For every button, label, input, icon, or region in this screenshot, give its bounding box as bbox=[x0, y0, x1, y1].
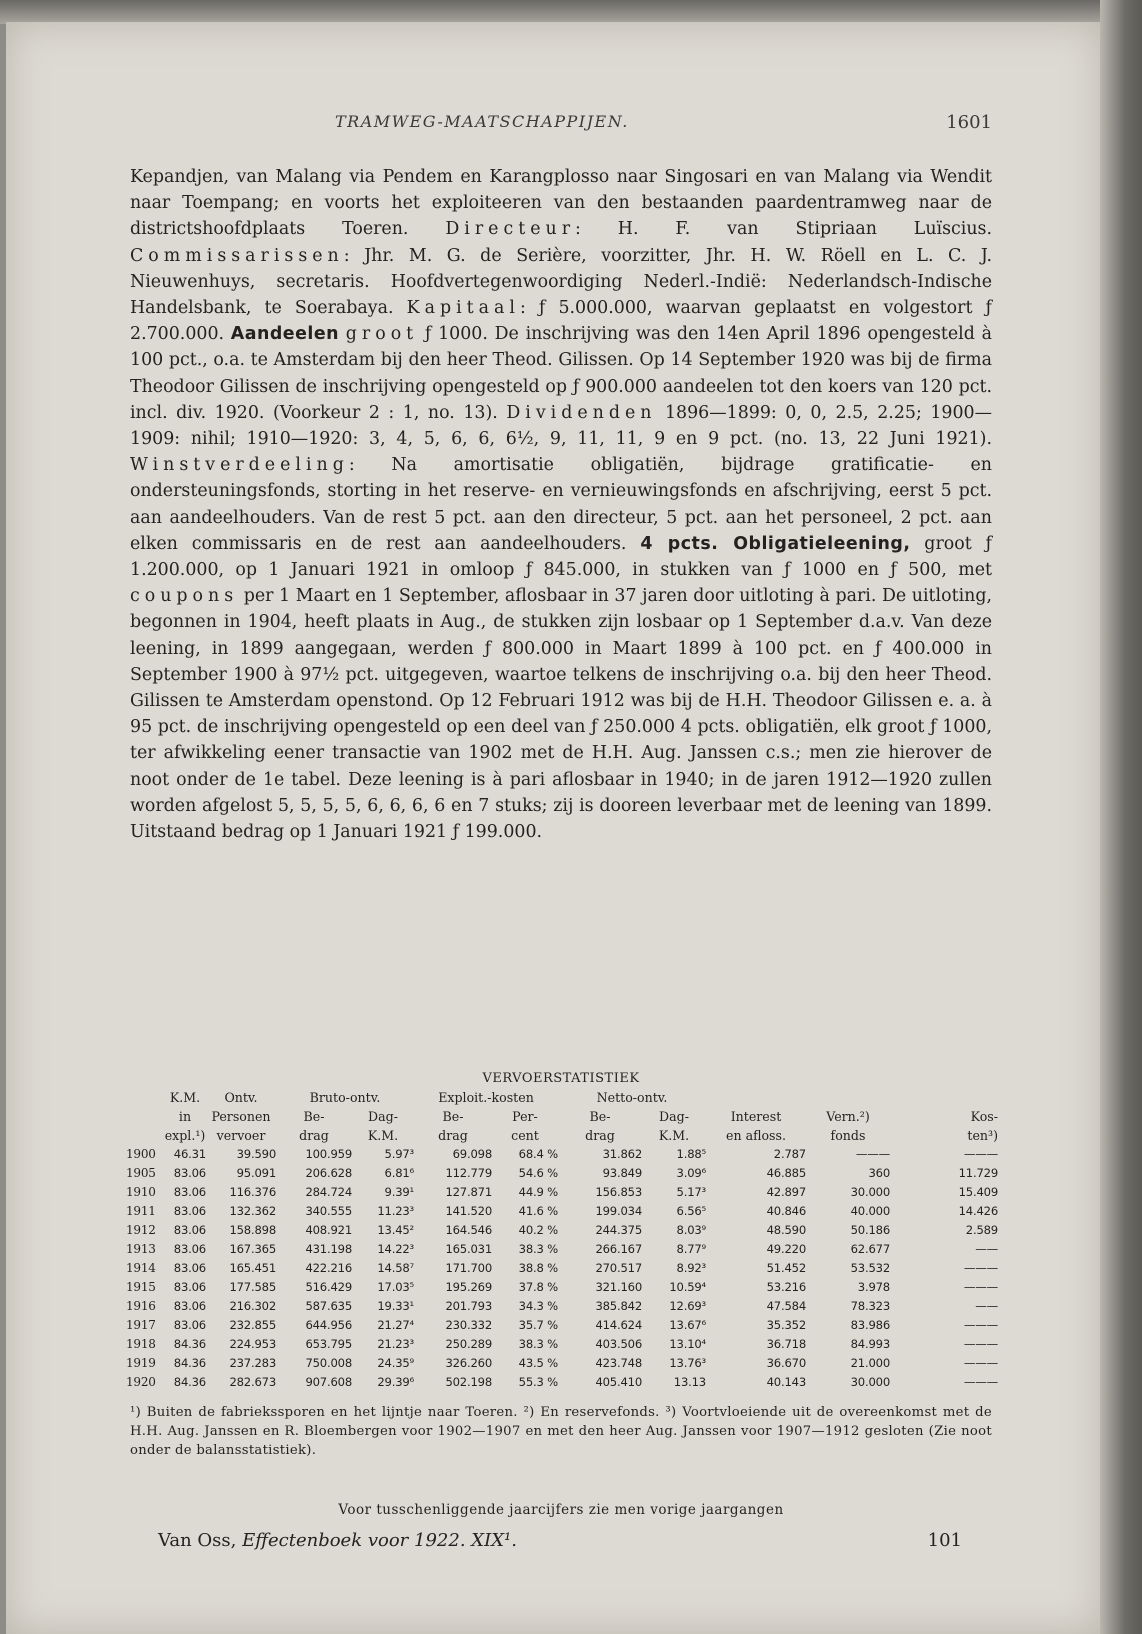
table-cell: 158.898 bbox=[229, 1223, 276, 1237]
table-row bbox=[126, 1221, 998, 1240]
groot-label: groot bbox=[345, 324, 419, 345]
empty-header bbox=[706, 1088, 806, 1107]
table-cell: 5.97³ bbox=[384, 1147, 414, 1161]
table-cell: 13.10⁴ bbox=[669, 1337, 706, 1351]
text-run: Kepandjen, van Malang via Pendem en Karangplosso naar Singosari en van Malang via Wendit naar Toempang; en voorts het exploiteeren van den bestaanden paardentramweg naar de districtshoofdplaats Toeren. bbox=[130, 167, 992, 240]
exploit-pct-header: Per- bbox=[512, 1109, 538, 1124]
table-cell: 127.871 bbox=[445, 1185, 492, 1199]
year-cell: 1910 bbox=[126, 1185, 156, 1199]
table-cell: 3.978 bbox=[857, 1280, 890, 1294]
bruto-group-header: Bruto-ontv. bbox=[309, 1090, 381, 1105]
empty-header bbox=[126, 1126, 164, 1145]
directeur-label: Directeur bbox=[445, 219, 576, 240]
table-cell: 36.670 bbox=[766, 1356, 806, 1370]
table-cell: 11.23³ bbox=[377, 1204, 414, 1218]
empty-header bbox=[890, 1088, 998, 1107]
table-cell: ——— bbox=[963, 1337, 998, 1351]
table-cell: 112.779 bbox=[445, 1166, 492, 1180]
kapitaal-label: Kapitaal bbox=[406, 298, 520, 319]
km-header: K.M. bbox=[169, 1090, 201, 1105]
table-cell: 502.198 bbox=[445, 1375, 492, 1389]
text-run: : Na amortisatie obligatiën, bijdrage gratificatie- en ondersteuningsfonds, storting in het reserve- en vernieuwingsfonds en afschrijving, eerst 5 pct. aan aandeelhouders. Van de rest 5 pct. aan den directeur, 5 pct. aan het personeel, 2 pct. aan elken commissaris en de rest aan aandeelhouders. bbox=[130, 455, 992, 554]
table-cell: 40.000 bbox=[850, 1204, 890, 1218]
table-cell: 224.953 bbox=[229, 1337, 276, 1351]
text-run bbox=[339, 324, 346, 344]
table-cell: 8.03⁹ bbox=[676, 1223, 706, 1237]
km-header: in bbox=[178, 1109, 192, 1124]
table-cell: 15.409 bbox=[958, 1185, 998, 1199]
table-cell: 40.846 bbox=[766, 1204, 806, 1218]
table-cell: 68.4 % bbox=[518, 1147, 558, 1161]
table-cell: 284.724 bbox=[305, 1185, 352, 1199]
table-cell: 21.27⁴ bbox=[377, 1318, 414, 1332]
bruto-dag-header: Dag- bbox=[368, 1109, 398, 1124]
netto-bedrag-header: drag bbox=[585, 1128, 615, 1143]
footer-page-number: 101 bbox=[927, 1530, 962, 1551]
dividenden-label: Dividenden bbox=[506, 402, 657, 423]
table-cell: 403.506 bbox=[595, 1337, 642, 1351]
text-run: groot ƒ 1.200.000, op 1 Januari 1921 in omloop ƒ 845.000, in stukken van ƒ 1000 en ƒ 500, met bbox=[130, 533, 992, 581]
table-cell: 93.849 bbox=[602, 1166, 642, 1180]
table-cell: 171.700 bbox=[445, 1261, 492, 1275]
year-cell: 1919 bbox=[126, 1356, 156, 1370]
scan-top-edge bbox=[0, 0, 1142, 24]
table-cell: 38.3 % bbox=[518, 1242, 558, 1256]
year-cell: 1911 bbox=[126, 1204, 156, 1218]
year-cell: 1905 bbox=[126, 1166, 156, 1180]
table-cell: 422.216 bbox=[305, 1261, 352, 1275]
km-header: expl.¹) bbox=[164, 1128, 206, 1143]
year-cell: 1916 bbox=[126, 1299, 156, 1313]
table-cell: 340.555 bbox=[305, 1204, 352, 1218]
winstverdeeling-label: Winstverdeeling bbox=[130, 455, 349, 476]
table-row bbox=[126, 1354, 998, 1373]
bruto-bedrag-header: Be- bbox=[303, 1109, 325, 1124]
table-cell: 83.06 bbox=[173, 1242, 206, 1256]
table-cell: 43.5 % bbox=[518, 1356, 558, 1370]
table-cell: 47.584 bbox=[766, 1299, 806, 1313]
table-cell: 167.365 bbox=[229, 1242, 276, 1256]
company-description bbox=[130, 164, 992, 845]
empty-header bbox=[806, 1088, 890, 1107]
empty-header bbox=[126, 1088, 164, 1107]
table-cell: 84.36 bbox=[173, 1356, 206, 1370]
vern-header: Vern.²) bbox=[826, 1109, 870, 1124]
table-cell: 48.590 bbox=[766, 1223, 806, 1237]
table-cell: 83.06 bbox=[173, 1166, 206, 1180]
table-cell: 21.23³ bbox=[377, 1337, 414, 1351]
table-cell: 587.635 bbox=[305, 1299, 352, 1313]
footer-source bbox=[158, 1530, 517, 1551]
netto-dag-header: K.M. bbox=[658, 1128, 690, 1143]
previous-years-note: Voor tusschenliggende jaarcijfers zie men vorige jaargangen bbox=[338, 1502, 784, 1518]
table-cell: 165.451 bbox=[229, 1261, 276, 1275]
table-cell: 385.842 bbox=[595, 1299, 642, 1313]
table-cell: 2.787 bbox=[773, 1147, 806, 1161]
table-row bbox=[126, 1316, 998, 1335]
table-cell: 44.9 % bbox=[518, 1185, 558, 1199]
table-cell: 206.628 bbox=[305, 1166, 352, 1180]
table-row bbox=[126, 1335, 998, 1354]
table-cell: ——— bbox=[963, 1375, 998, 1389]
year-cell: 1914 bbox=[126, 1261, 156, 1275]
table-cell: 21.000 bbox=[850, 1356, 890, 1370]
table-cell: 11.729 bbox=[958, 1166, 998, 1180]
table-cell: 8.92³ bbox=[676, 1261, 706, 1275]
table-cell: ——— bbox=[963, 1318, 998, 1332]
text-run: 1896—1899: 0, 0, 2.5, 2.25; 1900—1909: nihil; 1910—1920: 3, 4, 5, 6, 6, 6½, 9, 11, 11, 9 en 9 pct. (no. 13, 22 Juni 1921). bbox=[130, 402, 992, 450]
table-cell: 39.590 bbox=[236, 1147, 276, 1161]
table-cell: 34.3 % bbox=[518, 1299, 558, 1313]
table-cell: 10.59⁴ bbox=[669, 1280, 706, 1294]
netto-dag-header: Dag- bbox=[659, 1109, 689, 1124]
year-cell: 1900 bbox=[126, 1147, 156, 1161]
interest-header: en afloss. bbox=[726, 1128, 786, 1143]
table-cell: ——— bbox=[963, 1261, 998, 1275]
table-cell: 38.8 % bbox=[518, 1261, 558, 1275]
table-cell: 360 bbox=[868, 1166, 890, 1180]
table-cell: ——— bbox=[963, 1280, 998, 1294]
text-run: : Jhr. M. G. de Serière, voorzitter, Jhr. H. W. Röell en L. C. J. Nieuwenhuys, secretaris. Hoofdvertegenwoordiging Nederl.-Indië: Nederlandsch-Indische Handelsbank, te Soerabaya. bbox=[130, 245, 992, 319]
group-header-row bbox=[126, 1088, 998, 1107]
table-cell: 19.33¹ bbox=[377, 1299, 414, 1313]
book-page bbox=[6, 22, 1102, 1634]
text-run: : H. F. van Stipriaan Luïscius. bbox=[575, 219, 992, 240]
coupons-label: coupons bbox=[130, 586, 239, 607]
table-row bbox=[126, 1183, 998, 1202]
table-cell: 84.36 bbox=[173, 1375, 206, 1389]
table-cell: 431.198 bbox=[305, 1242, 352, 1256]
ontv-header: Ontv. bbox=[224, 1090, 258, 1105]
table-cell: 83.06 bbox=[173, 1204, 206, 1218]
aandeelen-heading: Aandeelen bbox=[230, 324, 340, 345]
table-cell: 37.8 % bbox=[518, 1280, 558, 1294]
text-run: ƒ 1000. De inschrijving was den 14en April 1896 opengesteld à 100 pct., o.a. te Amsterdam bij den heer Theod. Gilissen. Op 14 September 1920 was bij de firma Theodoor Gilissen de inschrijving opengesteld op ƒ 900.000 aandeelen tot den koers van 120 pct. incl. div. 1920. (Voorkeur 2 : 1, no. 13). bbox=[130, 324, 992, 423]
footer-book: Effectenboek voor 1922. bbox=[242, 1530, 466, 1551]
statistics-title: VERVOERSTATISTIEK bbox=[482, 1071, 640, 1086]
table-cell: 132.362 bbox=[229, 1204, 276, 1218]
footer-volume: XIX¹. bbox=[471, 1530, 517, 1551]
statistics-body bbox=[126, 1145, 998, 1392]
table-cell: 35.7 % bbox=[518, 1318, 558, 1332]
table-cell: 423.748 bbox=[595, 1356, 642, 1370]
table-cell: 199.034 bbox=[595, 1204, 642, 1218]
obligatieleening-heading: 4 pcts. Obligatieleening, bbox=[640, 533, 911, 554]
table-cell: 12.69³ bbox=[669, 1299, 706, 1313]
table-cell: 156.853 bbox=[595, 1185, 642, 1199]
exploit-bedrag-header: Be- bbox=[442, 1109, 464, 1124]
table-cell: 216.302 bbox=[229, 1299, 276, 1313]
interest-header: Interest bbox=[730, 1109, 782, 1124]
year-cell: 1920 bbox=[126, 1375, 156, 1389]
table-cell: 321.160 bbox=[595, 1280, 642, 1294]
column-header-row bbox=[126, 1107, 998, 1126]
table-cell: 266.167 bbox=[595, 1242, 642, 1256]
table-cell: 24.35⁹ bbox=[377, 1356, 414, 1370]
table-cell: 653.795 bbox=[305, 1337, 352, 1351]
commissarissen-label: Commissarissen bbox=[130, 245, 344, 266]
table-cell: 405.410 bbox=[595, 1375, 642, 1389]
table-cell: 51.452 bbox=[766, 1261, 806, 1275]
column-header-row bbox=[126, 1126, 998, 1145]
table-cell: 40.143 bbox=[766, 1375, 806, 1389]
table-cell: 35.352 bbox=[766, 1318, 806, 1332]
ontv-header: vervoer bbox=[216, 1128, 266, 1143]
table-row bbox=[126, 1278, 998, 1297]
empty-header bbox=[126, 1107, 164, 1126]
table-cell: ——— bbox=[855, 1147, 890, 1161]
page-footer bbox=[130, 1530, 992, 1556]
table-cell: 282.673 bbox=[229, 1375, 276, 1389]
table-cell: 907.608 bbox=[305, 1375, 352, 1389]
table-cell: —— bbox=[975, 1242, 998, 1256]
table-cell: 14.22³ bbox=[377, 1242, 414, 1256]
kosten-header: ten³) bbox=[967, 1128, 998, 1143]
bruto-bedrag-header: drag bbox=[299, 1128, 329, 1143]
transport-statistics-table bbox=[126, 1088, 998, 1392]
table-cell: 53.216 bbox=[766, 1280, 806, 1294]
netto-bedrag-header: Be- bbox=[589, 1109, 611, 1124]
table-cell: 195.269 bbox=[445, 1280, 492, 1294]
table-row bbox=[126, 1297, 998, 1316]
table-cell: 62.677 bbox=[850, 1242, 890, 1256]
table-cell: 83.06 bbox=[173, 1280, 206, 1294]
table-cell: 230.332 bbox=[445, 1318, 492, 1332]
table-row bbox=[126, 1259, 998, 1278]
table-cell: 9.39¹ bbox=[384, 1185, 414, 1199]
table-cell: ——— bbox=[963, 1356, 998, 1370]
table-cell: 36.718 bbox=[766, 1337, 806, 1351]
table-cell: 40.2 % bbox=[518, 1223, 558, 1237]
table-cell: 46.885 bbox=[766, 1166, 806, 1180]
table-cell: 244.375 bbox=[595, 1223, 642, 1237]
running-title: TRAMWEG-MAATSCHAPPIJEN. bbox=[335, 112, 629, 131]
table-cell: 6.81⁶ bbox=[384, 1166, 414, 1180]
table-cell: 13.76³ bbox=[669, 1356, 706, 1370]
table-cell: 83.06 bbox=[173, 1318, 206, 1332]
table-cell: 750.008 bbox=[305, 1356, 352, 1370]
table-cell: ——— bbox=[963, 1147, 998, 1161]
kosten-header: Kos- bbox=[970, 1109, 998, 1124]
table-cell: 5.17³ bbox=[676, 1185, 706, 1199]
table-cell: 95.091 bbox=[236, 1166, 276, 1180]
table-cell: 41.6 % bbox=[518, 1204, 558, 1218]
scan-right-edge bbox=[1100, 0, 1142, 1634]
table-cell: 201.793 bbox=[445, 1299, 492, 1313]
table-cell: 50.186 bbox=[850, 1223, 890, 1237]
text-run: : ƒ 5.000.000, waarvan geplaatst en volgestort ƒ 2.700.000. bbox=[130, 298, 992, 345]
table-cell: 326.260 bbox=[445, 1356, 492, 1370]
table-row bbox=[126, 1240, 998, 1259]
exploit-pct-header: cent bbox=[511, 1128, 539, 1143]
running-head bbox=[130, 112, 992, 136]
table-cell: 49.220 bbox=[766, 1242, 806, 1256]
exploit-group-header: Exploit.-kosten bbox=[438, 1090, 534, 1105]
table-cell: 78.323 bbox=[850, 1299, 890, 1313]
table-cell: 13.67⁶ bbox=[669, 1318, 706, 1332]
year-cell: 1915 bbox=[126, 1280, 156, 1294]
table-cell: 414.624 bbox=[595, 1318, 642, 1332]
table-cell: 31.862 bbox=[602, 1147, 642, 1161]
table-cell: 250.289 bbox=[445, 1337, 492, 1351]
table-cell: 83.986 bbox=[850, 1318, 890, 1332]
table-cell: 14.426 bbox=[958, 1204, 998, 1218]
table-cell: 164.546 bbox=[445, 1223, 492, 1237]
table-cell: 84.36 bbox=[173, 1337, 206, 1351]
table-row bbox=[126, 1145, 998, 1164]
table-cell: —— bbox=[975, 1299, 998, 1313]
table-cell: 165.031 bbox=[445, 1242, 492, 1256]
table-row bbox=[126, 1373, 998, 1392]
table-cell: 83.06 bbox=[173, 1299, 206, 1313]
table-cell: 54.6 % bbox=[518, 1166, 558, 1180]
table-cell: 55.3 % bbox=[518, 1375, 558, 1389]
description-paragraph bbox=[130, 164, 992, 845]
ontv-header: Personen bbox=[211, 1109, 271, 1124]
table-row bbox=[126, 1202, 998, 1221]
page-number: 1601 bbox=[946, 112, 992, 133]
footnote-text: ¹) Buiten de fabriekssporen en het lijntje naar Toeren. ²) En reservefonds. ³) Voortvloeiende uit de overeenkomst met de H.H. Aug. Janssen en R. Bloembergen voor 1902—1907 en met den heer Aug. Janssen voor 1907—1912 gesloten (Zie noot onder de balansstatistiek). bbox=[130, 1405, 992, 1458]
exploit-bedrag-header: drag bbox=[438, 1128, 468, 1143]
table-cell: 1.88⁵ bbox=[676, 1147, 706, 1161]
table-cell: 46.31 bbox=[173, 1147, 206, 1161]
table-cell: 2.589 bbox=[965, 1223, 998, 1237]
table-cell: 38.3 % bbox=[518, 1337, 558, 1351]
table-cell: 177.585 bbox=[229, 1280, 276, 1294]
footnotes bbox=[130, 1403, 992, 1460]
table-cell: 6.56⁵ bbox=[676, 1204, 706, 1218]
netto-group-header: Netto-ontv. bbox=[596, 1090, 668, 1105]
table-cell: 116.376 bbox=[229, 1185, 276, 1199]
table-cell: 516.429 bbox=[305, 1280, 352, 1294]
table-cell: 644.956 bbox=[305, 1318, 352, 1332]
table-cell: 42.897 bbox=[766, 1185, 806, 1199]
table-cell: 14.58⁷ bbox=[377, 1261, 414, 1275]
footer-publisher: Van Oss, bbox=[158, 1530, 237, 1551]
table-cell: 141.520 bbox=[445, 1204, 492, 1218]
table-cell: 237.283 bbox=[229, 1356, 276, 1370]
year-cell: 1917 bbox=[126, 1318, 156, 1332]
table-cell: 408.921 bbox=[305, 1223, 352, 1237]
table-cell: 8.77⁹ bbox=[676, 1242, 706, 1256]
table-cell: 13.13 bbox=[673, 1375, 706, 1389]
vern-header: fonds bbox=[830, 1128, 866, 1143]
table-cell: 83.06 bbox=[173, 1223, 206, 1237]
table-cell: 29.39⁶ bbox=[377, 1375, 414, 1389]
year-cell: 1913 bbox=[126, 1242, 156, 1256]
table-cell: 30.000 bbox=[850, 1185, 890, 1199]
table-cell: 13.45² bbox=[377, 1223, 414, 1237]
table-cell: 83.06 bbox=[173, 1261, 206, 1275]
bruto-dag-header: K.M. bbox=[367, 1128, 399, 1143]
table-cell: 84.993 bbox=[850, 1337, 890, 1351]
table-cell: 83.06 bbox=[173, 1185, 206, 1199]
table-cell: 270.517 bbox=[595, 1261, 642, 1275]
table-cell: 53.532 bbox=[850, 1261, 890, 1275]
table-cell: 232.855 bbox=[229, 1318, 276, 1332]
table-cell: 17.03⁵ bbox=[377, 1280, 414, 1294]
table-cell: 3.09⁶ bbox=[676, 1166, 706, 1180]
table-cell: 100.959 bbox=[305, 1147, 352, 1161]
table-cell: 30.000 bbox=[850, 1375, 890, 1389]
year-cell: 1912 bbox=[126, 1223, 156, 1237]
year-cell: 1918 bbox=[126, 1337, 156, 1351]
text-run: per 1 Maart en 1 September, aflosbaar in 37 jaren door uitloting à pari. De uitloting, begonnen in 1904, heeft plaats in Aug., de stukken zijn losbaar op 1 September d.a.v. Van deze leening, in 1899 aangegaan, werden ƒ 800.000 in Maart 1899 à 100 pct. en ƒ 400.000 in September 1900 à 97½ pct. uitgegeven, waartoe telkens de inschrijving o.a. bij den heer Theod. Gilissen te Amsterdam openstond. Op 12 Februari 1912 was bij de H.H. Theodoor Gilissen e. a. à 95 pct. de inschrijving opengesteld op een deel van ƒ 250.000 4 pcts. obligatiën, elk groot ƒ 1000, ter afwikkeling eener transactie van 1902 met de H.H. Aug. Janssen c.s.; men zie hierover de noot onder de 1e tabel. Deze leening is à pari aflosbaar in 1940; in de jaren 1912—1920 zullen worden afgelost 5, 5, 5, 5, 6, 6, 6, 6 en 7 stuks; zij is dooreen leverbaar met de leening van 1899. Uitstaand bedrag op 1 Januari 1921 ƒ 199.000. bbox=[130, 586, 992, 843]
table-cell: 69.098 bbox=[452, 1147, 492, 1161]
table-row bbox=[126, 1164, 998, 1183]
